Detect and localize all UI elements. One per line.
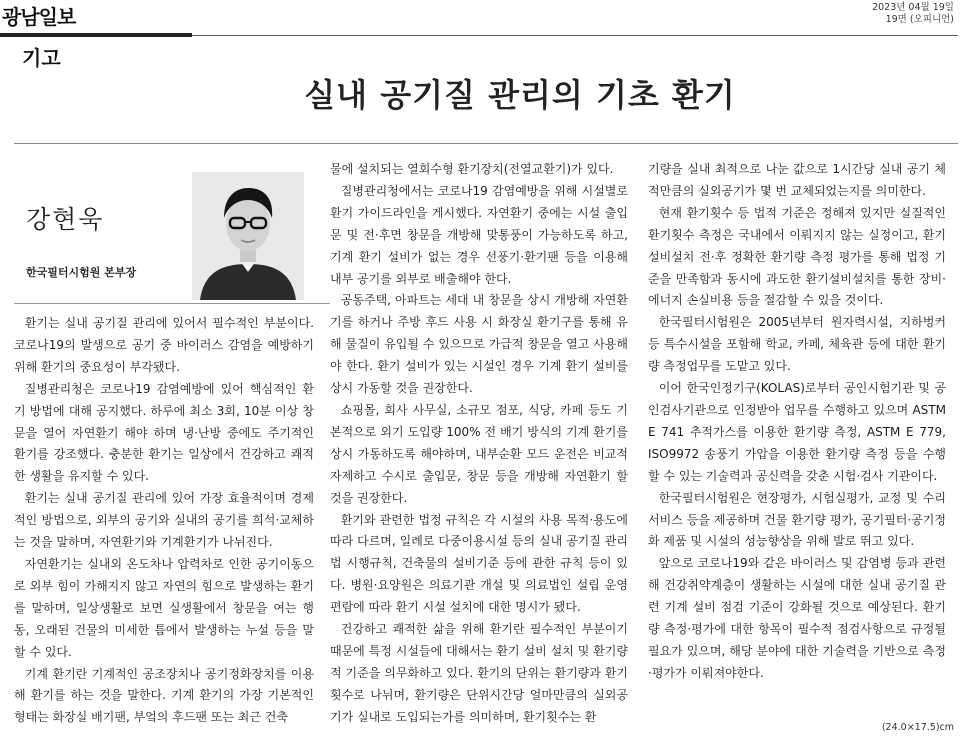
article-column-1 xyxy=(14,313,314,729)
paragraph: 한국필터시험원은 현장평가, 시험실평가, 교정 및 수리서비스 등을 제공하며 건물 환기량 평가, 공기필터·공기정화 제품 및 시설의 성능향상을 위해 발로 뛰고 있다. xyxy=(648,490,946,549)
paragraph: 이어 한국인정기구(KOLAS)로부터 공인시험기관 및 공인검사기관으로 인정받아 업무를 수행하고 있으며 ASTM E 741 추적가스를 이용한 환기량 측정, ASTM E 779, ISO9972 송풍기 가압을 이용한 환기량 측정 등을 수행할 수 있는 기술력과 공신력을 갖춘 시험·검사 기관이다. xyxy=(648,381,946,483)
masthead-rule-thin xyxy=(192,35,958,36)
newspaper-name: 광남일보 xyxy=(2,5,76,29)
publication-meta xyxy=(872,2,954,26)
section-label: 기고 xyxy=(22,46,61,70)
article-headline: 실내 공기질 관리의 기초 환기 xyxy=(304,76,736,114)
paragraph: 환기는 실내 공기질 관리에 있어서 필수적인 부분이다. 코로나19의 발생으로 공기 중 바이러스 감염을 예방하기 위해 환기의 중요성이 부각됐다. xyxy=(14,316,314,374)
paragraph: 질병관리청에서는 코로나19 감염예방을 위해 시설별로 환기 가이드라인을 게시했다. 자연환기 중에는 시설 출입문 및 전·후면 창문을 개방해 맞통풍이 가능하도록 하고, 기계 환기 설비가 없는 경우 선풍기·환기팬 등을 이용해 내부 공기를 외부로 배출해야 한다. xyxy=(330,183,628,286)
paragraph: 기계 환기란 기계적인 공조장치나 공기정화장치를 이용해 환기를 하는 것을 말한다. 기계 환기의 가장 기본적인 형태는 화장실 배기팬, 부엌의 후드팬 또는 최근 건축 xyxy=(14,666,314,725)
paragraph-continued: 물에 설치되는 열회수형 환기장치(전열교환기)가 있다. xyxy=(330,162,614,176)
author-byline xyxy=(14,160,330,300)
article-column-2 xyxy=(330,159,628,729)
paragraph: 질병관리청은 코로나19 감염예방에 있어 핵심적인 환기 방법에 대해 공지했다. 하루에 최소 3회, 10분 이상 창문을 열어 자연환기 해야 하며 냉·난방 중에도 주기적인 환기를 강조했다. 충분한 환기는 일상에서 건강하고 쾌적한 생활을 유지할 수 있다. xyxy=(14,381,314,484)
author-name: 강현욱 xyxy=(26,205,105,234)
author-photo xyxy=(192,172,304,300)
masthead xyxy=(0,0,960,36)
paragraph: 앞으로 코로나19와 같은 바이러스 및 감염병 등과 관련해 건강취약계층이 생활하는 시설에 대한 실내 공기질 관련 기계 설비 점검 기준이 강화될 것으로 예상된다. 환기량 측정·평가에 대한 항목이 필수적 점검사항으로 규정될 필요가 있으며, 해당 분야에 대한 기술력을 기반으로 측정·평가가 이뤄져야한다. xyxy=(648,556,946,680)
page-section: 19면 (오피니언) xyxy=(885,14,954,25)
author-title: 한국필터시험원 본부장 xyxy=(26,266,137,279)
publication-date: 2023년 04월 19일 xyxy=(872,2,954,13)
paragraph: 현재 환기횟수 등 법적 기준은 정해져 있지만 실질적인 환기횟수 측정은 국내에서 이뤄지지 않는 실정이고, 환기설비설치 전·후 정확한 환기량 측정 평가를 통해 법정 기준을 만족함과 동시에 과도한 환기설비설치를 통한 장비·에너지 손실비용 등을 절감할 수 있을 것이다. xyxy=(648,205,946,308)
paragraph: 쇼핑몰, 회사 사무실, 소규모 점포, 식당, 카페 등도 기본적으로 외기 도입량 100% 전 배기 방식의 기계 환기를 상시 가동하도록 해야하며, 내부순환 모드 운전은 비교적 자제하고 수시로 출입문, 창문 등을 개방해 자연환기 할 것을 권장한다. xyxy=(330,402,628,505)
masthead-rule-thick xyxy=(0,33,192,37)
paragraph: 건강하고 쾌적한 삶을 위해 환기란 필수적인 부분이기 때문에 특정 시설들에 대해서는 환기 설비 설치 및 환기량적 기준을 의무화하고 있다. 환기의 단위는 환기량과 환기횟수로 나뉘며, 환기량은 단위시간당 얼마만큼의 실외공기가 실내로 도입되는가를 의미하며, 환기횟수는 환 xyxy=(330,622,628,724)
paragraph: 자연환기는 실내외 온도차나 압력차로 인한 공기이동으로 외부 힘이 가해지지 않고 자연의 힘으로 발생하는 환기를 말하며, 일상생활로 보면 실생활에서 창문을 여는 행동, 오래된 건물의 미세한 틈에서 발생하는 누설 등을 말할 수 있다. xyxy=(14,556,314,659)
paragraph: 한국필터시험원은 2005년부터 원자력시설, 지하벙커 등 특수시설을 포함해 학교, 카페, 체육관 등에 대한 환기량 측정업무를 도맡고 있다. xyxy=(648,315,946,374)
headline-divider xyxy=(14,143,958,144)
paragraph-continued: 기량을 실내 최적으로 나눈 값으로 1시간당 실내 공기 체적만큼의 실외공기가 몇 번 교체되었는지를 의미한다. xyxy=(648,162,946,198)
article-size-note: (24.0×17.5)cm xyxy=(881,722,954,733)
paragraph: 공동주택, 아파트는 세대 내 창문을 상시 개방해 자연환기를 하거나 주방 후드 사용 시 화장실 환기구를 통해 유해 물질이 유입될 수 있으므로 가급적 창문을 열고 사용해야 한다. 환기 설비가 있는 시설인 경우 기계 환기 설비를 상시 가동할 것을 권장한다. xyxy=(330,293,628,396)
byline-divider xyxy=(14,303,330,304)
paragraph: 환기는 실내 공기질 관리에 있어 가장 효율적이며 경제적인 방법으로, 외부의 공기와 실내의 공기를 희석·교체하는 것을 말하며, 자연환기와 기계환기가 나뉘진다. xyxy=(14,491,314,550)
paragraph: 환기와 관련한 법정 규칙은 각 시설의 사용 목적·용도에 따라 다르며, 일례로 다중이용시설 등의 실내 공기질 관리법 시행규칙, 건축물의 설비기준 등에 관한 규칙 등이 있다. 병원·요양원은 의료기관 개설 및 의료법인 설립 운영편람에 따라 환기 시설 설치에 대한 명시가 됐다. xyxy=(330,512,628,615)
article-column-3 xyxy=(648,159,946,685)
